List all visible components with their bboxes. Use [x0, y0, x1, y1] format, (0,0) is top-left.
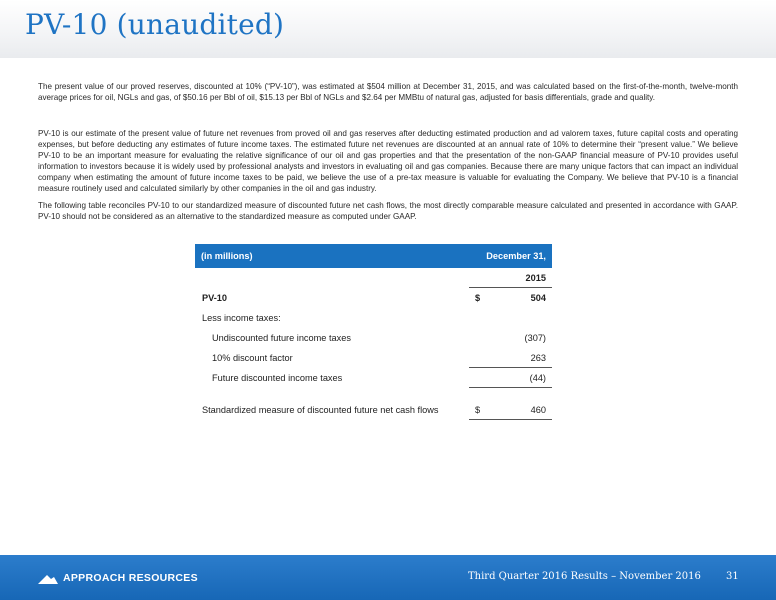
paragraph-reconciliation-intro: The following table reconciles PV-10 to our standardized measure of discounted future net cash flows, the most directly comparable measure calculated and presented in accordance with GAAP. PV-10 should not be considered as an alternative to the standardized measure as computed under GAAP.	[38, 201, 738, 221]
row-value: 460	[530, 405, 546, 415]
table-year: 2015	[525, 273, 546, 283]
table-row-less-income-taxes	[195, 308, 552, 328]
table-header-date: December 31,	[486, 251, 546, 261]
company-logo-text: APPROACH RESOURCES	[63, 572, 198, 584]
page-title: PV-10 (unaudited)	[25, 8, 285, 41]
row-value: 263	[530, 353, 546, 363]
table-spacer	[195, 388, 552, 400]
row-value: 504	[530, 293, 546, 303]
table-header	[195, 244, 552, 268]
row-label: Undiscounted future income taxes	[212, 333, 351, 343]
row-label: Standardized measure of discounted future net cash flows	[202, 405, 439, 415]
row-label: Less income taxes:	[202, 313, 281, 323]
presentation-title: Third Quarter 2016 Results – November 2016	[468, 571, 701, 582]
table-year-row	[195, 268, 552, 288]
total-underline	[469, 387, 552, 388]
row-dollar: $	[475, 293, 481, 303]
row-label: PV-10	[202, 293, 228, 303]
page-number: 31	[726, 571, 739, 582]
footer-bar	[0, 555, 776, 600]
row-label: 10% discount factor	[212, 353, 293, 363]
table-row-discount-factor	[195, 348, 552, 368]
row-value: (44)	[529, 373, 546, 383]
pv10-reconciliation-table	[195, 244, 552, 420]
table-header-units: (in millions)	[201, 251, 253, 261]
row-dollar: $	[475, 405, 481, 415]
paragraph-pv10-definition: PV-10 is our estimate of the present value of future net revenues from proved oil and gas reserves after deducting estimated production and ad valorem taxes, future capital costs and operating expenses, but before deducting any estimates of future income taxes. The estimated future net revenues are discounted at an annual rate of 10% to determine their “present value.” We believe PV-10 to be an important measure for evaluating the relative significance of our oil and gas properties and that the presentation of the non-GAAP financial measure of PV-10 provides useful information to investors because it is widely used by professional analysts and investors in evaluating oil and gas companies. Because there are many unique factors that can impact an individual company when estimating the amount of future income taxes to be paid, we believe the use of a pre-tax measure is valuable for evaluating the Company. We believe that PV-10 is a financial measure routinely used and calculated similarly by other companies in the oil and gas industry.	[38, 129, 738, 193]
row-label: Future discounted income taxes	[212, 373, 343, 383]
row-value: (307)	[524, 333, 546, 343]
table-row-pv10	[195, 288, 552, 308]
table-row-future-discounted-taxes	[195, 368, 552, 388]
approach-logo-icon	[38, 574, 58, 584]
table-row-undiscounted-taxes	[195, 328, 552, 348]
table-row-standardized-measure	[195, 400, 552, 420]
final-underline	[469, 419, 552, 420]
paragraph-pv10-estimate: The present value of our proved reserves, discounted at 10% (“PV-10”), was estimated at $504 million at December 31, 2015, and was calculated based on the first-of-the-month, twelve-month average prices for oil, NGLs and gas, of $50.16 per Bbl of oil, $15.13 per Bbl of NGLs and $2.64 per MMBtu of natural gas, adjusted for basis differentials, grade and quality.	[38, 82, 738, 102]
